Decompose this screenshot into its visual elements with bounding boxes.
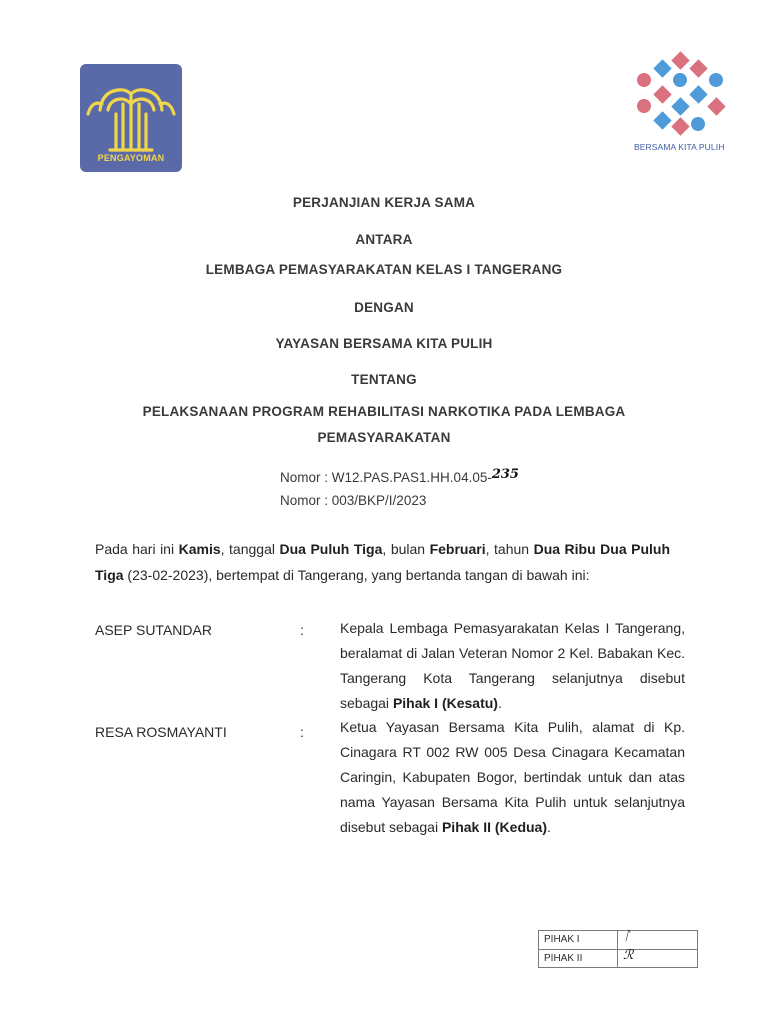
intro-text-4: , tahun [485,541,534,557]
nomor-2-label: Nomor : [280,493,332,508]
intro-text-5: (23-02-2023), bertempat di Tangerang, yang bertanda tangan di bawah ini: [123,567,590,583]
party-2-name: RESA ROSMAYANTI [95,724,227,740]
intro-text-1: Pada hari ini [95,541,179,557]
paraf-row-2-signature: ℛ [623,948,634,963]
paraf-divider [617,931,618,949]
intro-paragraph [95,536,670,588]
nomor-1-value: W12.PAS.PAS1.HH.04.05- [331,470,492,485]
nomor-2 [280,493,426,508]
intro-text-3: , bulan [382,541,430,557]
party-1-description [340,616,685,716]
title-line-3: LEMBAGA PEMASYARAKATAN KELAS I TANGERANG [205,262,563,277]
bkp-caption: BERSAMA KITA PULIH [634,142,725,152]
party-2-desc-end: . [547,819,551,835]
party-2-colon: : [300,724,304,740]
paraf-row-2-label: PIHAK II [544,953,583,964]
party-2-desc-text: Ketua Yayasan Bersama Kita Pulih, alamat di Kp. Cinagara RT 002 RW 005 Desa Cinagara Kecamatan Caringin, Kabupaten Bogor, bertindak untuk dan atas nama Yayasan Bersama Kita Pulih untuk selanjutnya disebut sebagai [340,719,685,835]
paraf-row-1 [539,931,697,949]
intro-month: Februari [429,541,486,557]
paraf-divider [617,950,618,968]
pengayoman-logo [80,64,182,172]
paraf-row-1-signature: ᛚ [623,929,631,944]
title-line-5: YAYASAN BERSAMA KITA PULIH [275,336,493,351]
title-line-7b: PEMASYARAKATAN [317,430,451,445]
party-1-colon: : [300,622,304,638]
bkp-pattern-icon [630,50,734,142]
bersama-kita-pulih-logo [630,50,734,160]
intro-text-2: , tanggal [220,541,280,557]
pengayoman-caption: PENGAYOMAN [97,153,165,163]
paraf-row-1-label: PIHAK I [544,934,580,945]
nomor-1-label: Nomor : [280,470,332,485]
paraf-table [538,930,698,968]
party-1-desc-end: . [497,695,502,711]
title-line-1: PERJANJIAN KERJA SAMA [292,195,476,210]
party-2-desc-role: Pihak II (Kedua) [441,819,547,835]
paraf-row-2 [539,949,697,968]
party-1-name: ASEP SUTANDAR [95,622,212,638]
party-2-description [340,715,685,840]
party-1-desc-role: Pihak I (Kesatu) [392,695,498,711]
title-line-7a: PELAKSANAAN PROGRAM REHABILITASI NARKOTIKA PADA LEMBAGA [142,404,626,419]
intro-year: Dua Ribu Dua Puluh Tiga [95,541,671,583]
party-1-desc-text: Kepala Lembaga Pemasyarakatan Kelas I Tangerang, beralamat di Jalan Veteran Nomor 2 Kel. Babakan Kec. Tangerang Kota Tangerang selanjutnya disebut sebagai [340,620,685,711]
intro-date: Dua Puluh Tiga [279,541,383,557]
title-line-6: TENTANG [351,372,417,387]
title-line-4: DENGAN [354,300,414,315]
intro-day: Kamis [178,541,221,557]
title-line-2: ANTARA [355,232,413,247]
nomor-2-value: 003/BKP/I/2023 [331,493,427,508]
nomor-1-handwritten: 235 [491,467,519,482]
nomor-1 [280,467,519,486]
